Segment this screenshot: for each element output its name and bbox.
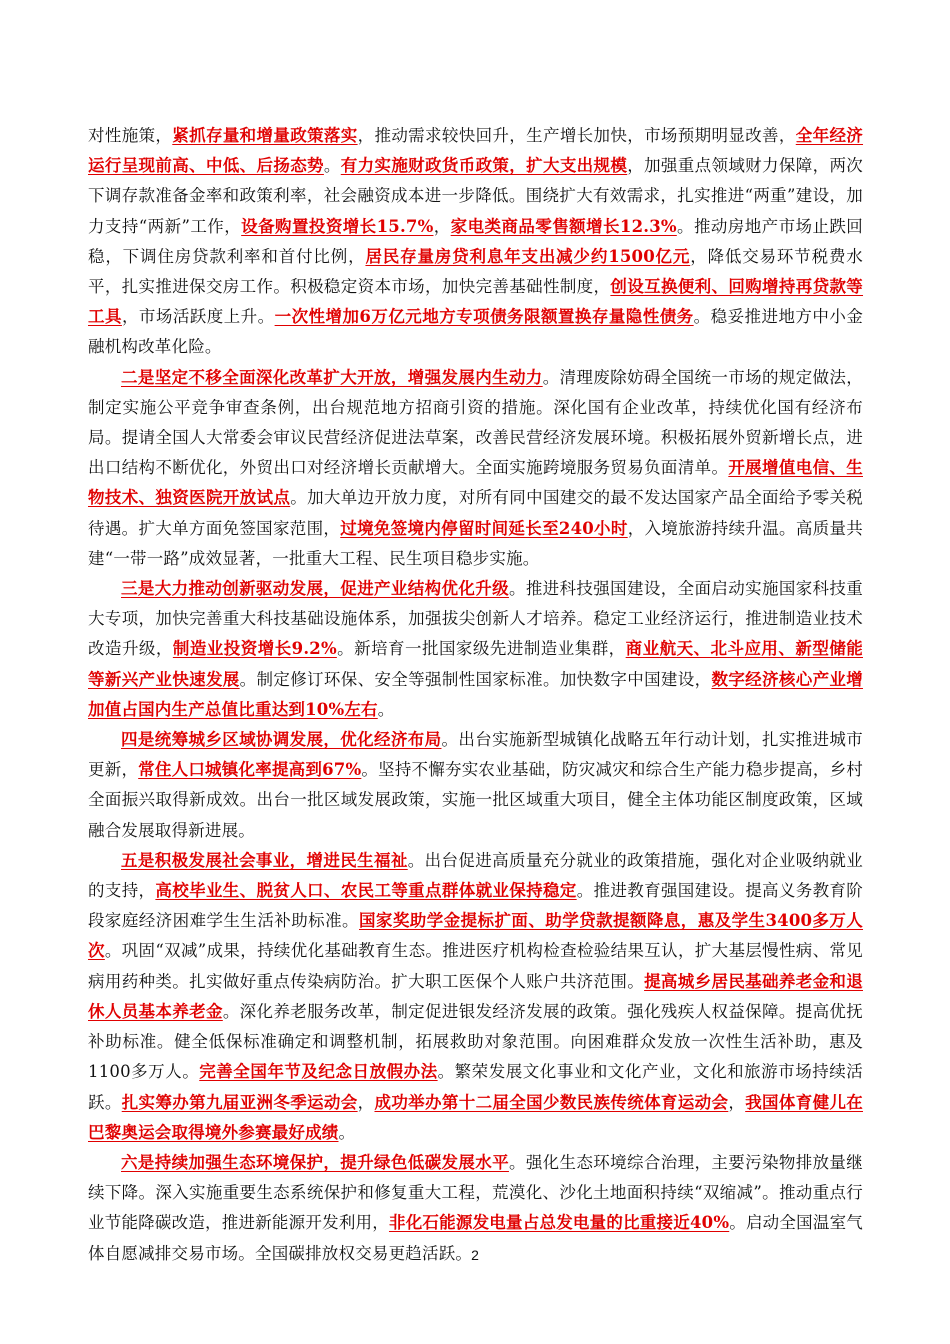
body-text: ，入境旅游持续升温。高质量共建“一带一路”成效显著，一批重大工程、民生项目稳步实施。 [88, 518, 864, 568]
paragraph [88, 363, 863, 574]
body-text: 。新培育一批国家级先进制造业集群， [336, 639, 626, 659]
body-text: ，市场活跃度上升。 [121, 307, 275, 327]
highlighted-phrase: 紧抓存量和增量政策落实 [172, 126, 358, 145]
highlighted-phrase: 国家奖助学金提标扩面、助学贷款提额降息，惠及学生3400多万人次 [88, 911, 864, 961]
body-text: 。制定修订环保、安全等强制性国家标准。加快数字中国建设， [239, 669, 712, 689]
body-text: 。 [377, 699, 395, 719]
paragraph [88, 574, 863, 725]
body-text: ，加强重点领域财力保障，两次下调存款准备金率和政策利率，社会融资成本进一步降低。围绕扩大有效需求，扎实推进“两重”建设，加力支持“两新”工作， [88, 156, 863, 236]
highlighted-phrase: 制造业投资增长9.2% [172, 639, 337, 659]
body-text: ，推动需求较快回升，生产增长加快，市场预期明显改善， [357, 126, 796, 145]
highlighted-phrase: 非化石能源发电量占总发电量的比重接近40% [388, 1213, 730, 1233]
body-text: 。启动全国温室气体自愿减排交易市场。全国碳排放权交易更趋活跃。 [88, 1213, 863, 1263]
highlighted-phrase: 开展增值电信、生物技术、独资医院开放试点 [88, 458, 863, 508]
document-body [88, 121, 863, 1269]
highlighted-phrase: 提高城乡居民基础养老金和退休人员基本养老金 [88, 971, 863, 1021]
highlighted-phrase: 创设互换便利、回购增持再贷款等工具 [88, 277, 864, 327]
highlighted-phrase: 一次性增加6万亿元地方专项债务限额置换存量隐性债务 [274, 307, 694, 327]
highlighted-phrase: 常住人口城镇化率提高到67% [138, 760, 362, 780]
highlighted-phrase: 有力实施财政货币政策，扩大支出规模 [340, 156, 628, 176]
body-text: 。稳妥推进地方中小金融机构改革化险。 [88, 307, 864, 357]
highlighted-phrase: 全年经济运行呈现前高、中低、后扬态势 [88, 126, 864, 176]
body-text: 。推进科技强国建设，全面启动实施国家科技重大专项，加快完善重大科技基础设施体系，加强拔尖创新人才培养。稳定工业经济运行，推进制造业技术改造升级， [88, 579, 863, 659]
body-text: ， [433, 216, 451, 236]
body-text: 。出台实施新型城镇化战略五年行动计划，扎实推进城市更新， [88, 730, 863, 780]
highlighted-phrase: 我国体育健儿在巴黎奥运会取得境外参赛最好成绩 [88, 1092, 863, 1142]
body-text: 。 [323, 156, 341, 176]
body-text: 。坚持不懈夯实农业基础，防灾减灾和综合生产能力稳步提高，乡村全面振兴取得新成效。出台一批区域发展政策，实施一批区域重大项目，健全主体功能区制度政策，区域融合发展取得新进展。 [88, 760, 863, 840]
highlighted-phrase: 二是坚定不移全面深化改革扩大开放，增强发展内生动力 [121, 367, 543, 387]
paragraph [88, 846, 863, 1148]
highlighted-phrase: 四是统筹城乡区域协调发展，优化经济布局 [121, 730, 442, 750]
highlighted-phrase: 五是积极发展社会事业，增进民生福祉 [121, 850, 408, 870]
highlighted-phrase: 商业航天、北斗应用、新型储能等新兴产业快速发展 [88, 639, 863, 689]
body-text: 。深化养老服务改革，制定促进银发经济发展的政策。强化残疾人权益保障。提高优抚补助标准。健全低保标准确定和调整机制，拓展救助对象范围。向困难群众发放一次性生活补助，惠及1100多万人。 [88, 1001, 863, 1082]
body-text: ，降低交易环节税费水平，扎实推进保交房工作。积极稳定资本市场，加快完善基础性制度， [88, 246, 863, 297]
body-text: ， [357, 1092, 375, 1112]
highlighted-phrase: 设备购置投资增长15.7% [241, 216, 434, 236]
body-text: 。清理废除妨碍全国统一市场的规定做法，制定实施公平竞争审查条例，出台规范地方招商引资的措施。深化国有企业改革，持续优化国有经济布局。提请全国人大常委会审议民营经济促进法草案，改善民营经济发展环境。积极拓展外贸新增长点，进出口结构不断优化，外贸出口对经济增长贡献增大。全面实施跨境服务贸易负面清单。 [88, 367, 863, 478]
highlighted-phrase: 过境免签境内停留时间延长至240小时 [340, 518, 628, 538]
highlighted-phrase: 六是持续加强生态环境保护，提升绿色低碳发展水平 [121, 1152, 509, 1172]
highlighted-phrase: 居民存量房贷利息年支出减少约1500亿元 [365, 246, 691, 266]
body-text: 。推动房地产市场止跌回稳，下调住房贷款利率和首付比例， [88, 216, 864, 266]
paragraph [88, 121, 863, 363]
highlighted-phrase: 家电类商品零售额增长12.3% [450, 216, 677, 236]
body-text: 。繁荣发展文化事业和文化产业，文化和旅游市场持续活跃。 [88, 1062, 863, 1112]
highlighted-phrase: 成功举办第十二届全国少数民族传统体育运动会 [374, 1092, 729, 1112]
highlighted-phrase: 三是大力推动创新驱动发展，促进产业结构优化升级 [121, 579, 509, 599]
highlighted-phrase: 完善全国年节及纪念日放假办法 [199, 1062, 438, 1082]
highlighted-phrase: 高校毕业生、脱贫人口、农民工等重点群体就业保持稳定 [155, 881, 577, 901]
body-text: 。出台促进高质量充分就业的政策措施，强化对企业吸纳就业的支持， [88, 850, 863, 901]
body-text: ， [728, 1092, 746, 1112]
page-number: 2 [471, 1247, 479, 1263]
body-text: 。推进教育强国建设。提高义务教育阶段家庭经济困难学生生活补助标准。 [88, 881, 863, 931]
body-text: 。强化生态环境综合治理，主要污染物排放量继续下降。深入实施重要生态系统保护和修复重大工程，荒漠化、沙化土地面积持续“双缩减”。推动重点行业节能降碳改造，推进新能源开发利用， [88, 1152, 863, 1233]
body-text: 。巩固“双减”成果，持续优化基础教育生态。推进医疗机构检查检验结果互认，扩大基层慢性病、常见病用药种类。扎实做好重点传染病防治。扩大职工医保个人账户共济范围。 [88, 941, 863, 991]
paragraph [88, 725, 863, 846]
body-text: 对性施策， [88, 126, 173, 145]
body-text: 。 [338, 1122, 356, 1142]
body-text: 。加大单边开放力度，对所有同中国建交的最不发达国家产品全面给予零关税待遇。扩大单方面免签国家范围， [88, 488, 863, 538]
highlighted-phrase: 扎实筹办第九届亚洲冬季运动会 [121, 1092, 358, 1112]
highlighted-phrase: 数字经济核心产业增加值占国内生产总值比重达到10%左右 [88, 669, 863, 719]
